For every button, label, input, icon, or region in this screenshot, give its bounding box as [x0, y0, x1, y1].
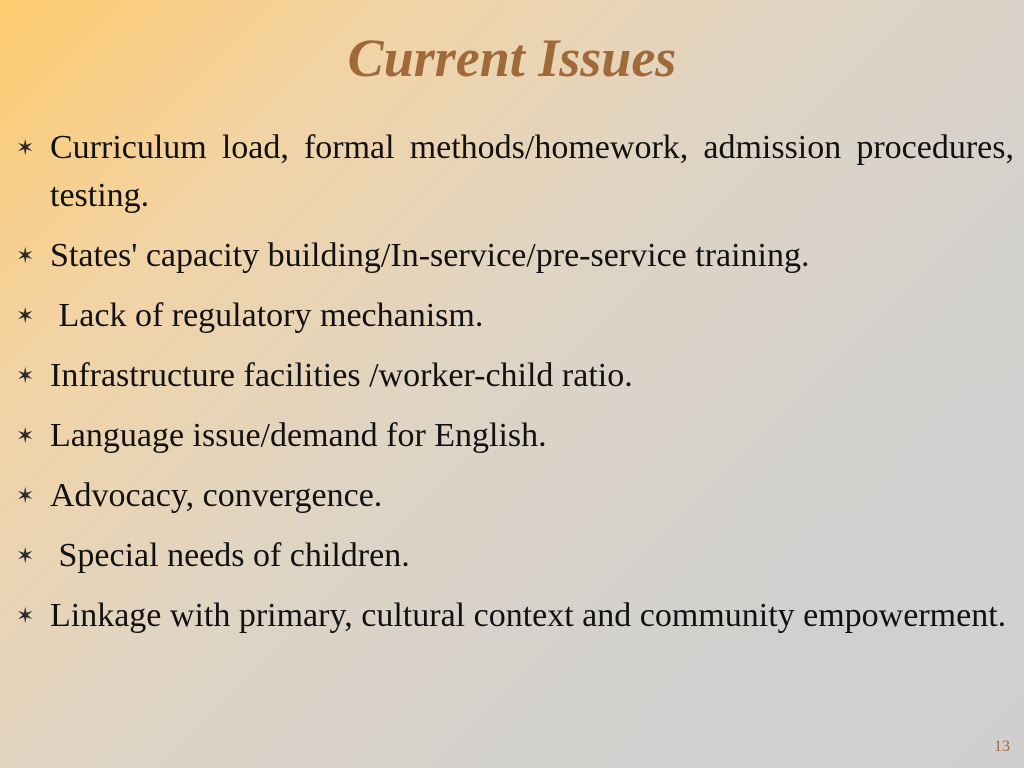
- bullet-text: Linkage with primary, cultural context and community empowerment.: [50, 597, 1007, 634]
- star-bullet-icon: ✶: [16, 135, 35, 160]
- star-bullet-icon: ✶: [16, 363, 35, 388]
- page-number: 13: [994, 738, 1010, 755]
- bullet-text: Language issue/demand for English.: [50, 417, 547, 454]
- bullet-item: [16, 412, 1014, 460]
- bullet-item: [16, 124, 1014, 220]
- slide-title: Current Issues: [347, 28, 677, 88]
- bullet-item: [16, 472, 1014, 520]
- star-bullet-icon: ✶: [16, 303, 35, 328]
- bullet-item: [16, 532, 1014, 580]
- bullet-item: [16, 352, 1014, 400]
- star-bullet-icon: ✶: [16, 543, 35, 568]
- bullet-text: Infrastructure facilities /worker-child ratio.: [50, 357, 633, 394]
- bullet-text: Curriculum load, formal methods/homework, admission procedures, testing.: [50, 129, 1014, 214]
- bullet-item: [16, 592, 1014, 640]
- bullet-text: Lack of regulatory mechanism.: [50, 297, 484, 334]
- bullet-list: [16, 124, 1014, 652]
- star-bullet-icon: ✶: [16, 603, 35, 628]
- star-bullet-icon: ✶: [16, 243, 35, 268]
- star-bullet-icon: ✶: [16, 483, 35, 508]
- bullet-item: [16, 292, 1014, 340]
- star-bullet-icon: ✶: [16, 423, 35, 448]
- bullet-text: Special needs of children.: [50, 537, 410, 574]
- bullet-item: [16, 232, 1014, 280]
- bullet-text: Advocacy, convergence.: [50, 477, 383, 514]
- bullet-text: States' capacity building/In-service/pre-service training.: [50, 237, 810, 274]
